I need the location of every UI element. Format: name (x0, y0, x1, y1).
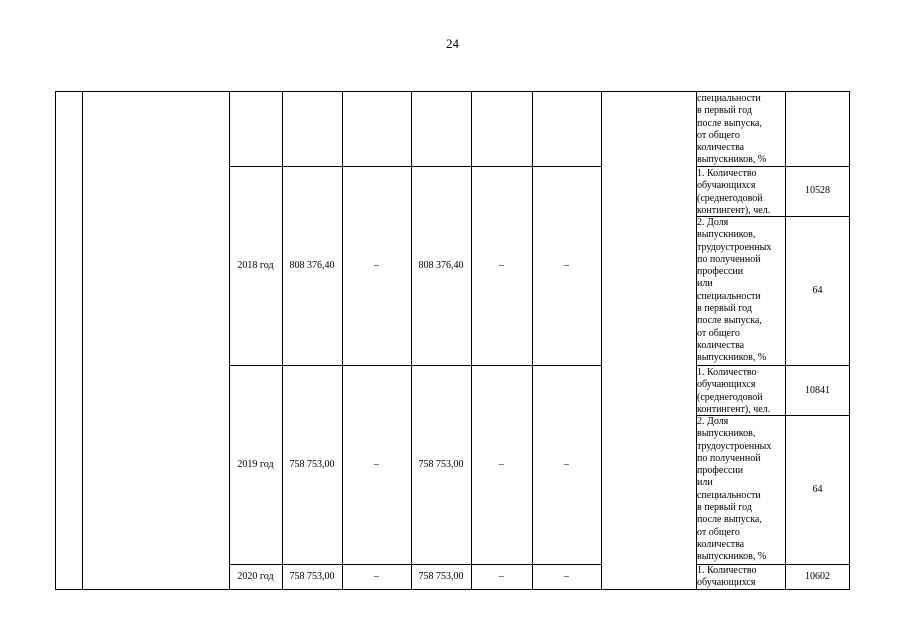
value-cell: 758 753,00 (418, 571, 464, 582)
year-cell: 2019 год (237, 459, 274, 470)
indicator-value: 10841 (805, 385, 830, 396)
indicator-value: 64 (812, 285, 823, 296)
page-number: 24 (446, 36, 459, 51)
value-cell: – (499, 571, 504, 582)
indicator-text: 2. Доля выпускников, трудоустроенных по полученной профессии или специальности в первый год после выпуска, от общего количества выпускников, % (697, 217, 772, 364)
value-cell: – (374, 260, 379, 271)
indicator-value: 64 (812, 484, 823, 495)
indicator-text: 1. Количество обучающихся (697, 565, 757, 589)
indicator-value: 10528 (805, 185, 830, 196)
total-cell: 808 376,40 (289, 260, 335, 271)
row-divider (229, 365, 602, 366)
value-cell: 808 376,40 (418, 260, 464, 271)
year-cell: 2020 год (237, 571, 274, 582)
year-cell: 2018 год (237, 260, 274, 271)
column-divider (82, 91, 83, 590)
indicator-continued: специальности в первый год после выпуска, от общего количества выпускников, % (697, 93, 767, 166)
row-divider (229, 166, 602, 167)
table-border-left (55, 91, 56, 590)
value-cell: – (374, 571, 379, 582)
value-cell: – (564, 571, 569, 582)
row-divider (229, 564, 602, 565)
value-cell: 758 753,00 (418, 459, 464, 470)
indicator-value: 10602 (805, 571, 830, 582)
indicator-text: 1. Количество обучающихся (среднегодовой контингент), чел. (697, 367, 771, 415)
indicator-text: 2. Доля выпускников, трудоустроенных по полученной профессии или специальности в первый год после выпуска, от общего количества выпускников, % (697, 416, 772, 563)
value-cell: – (564, 260, 569, 271)
value-cell: – (374, 459, 379, 470)
value-cell: – (499, 459, 504, 470)
value-cell: – (564, 459, 569, 470)
value-cell: – (499, 260, 504, 271)
total-cell: 758 753,00 (289, 459, 335, 470)
total-cell: 758 753,00 (289, 571, 335, 582)
row-divider (696, 365, 850, 366)
indicator-text: 1. Количество обучающихся (среднегодовой контингент), чел. (697, 168, 771, 216)
table-border-top (55, 91, 850, 92)
